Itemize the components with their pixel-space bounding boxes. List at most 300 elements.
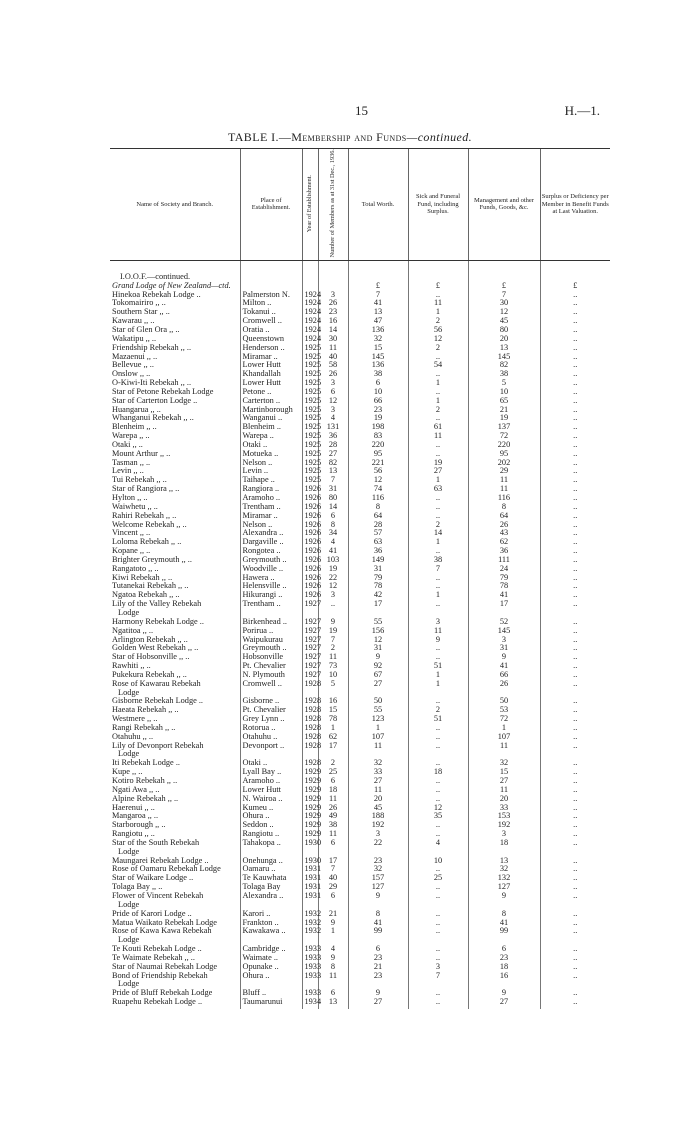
cell-branch-name: Star of Rangiora ,, .. [112,484,180,494]
cell-management-funds: 9 [468,653,540,662]
table-row [110,724,610,733]
cell-members: 26 [318,804,348,813]
cell-place: Blenheim .. [240,423,302,432]
cell-surplus: .. [540,441,610,450]
cell-branch-name: Mount Arthur ,, .. [112,448,171,458]
cell-surplus: .. [540,547,610,556]
cell-year: 1925 [302,423,318,432]
membership-funds-table [110,148,610,1009]
cell-members: 7 [318,476,348,485]
table-row [110,777,610,786]
cell-place: Rotorua .. [240,724,302,733]
cell-sick-fund: .. [408,892,468,901]
section-order: I.O.O.F.—continued. [120,271,191,281]
cell-year: 1925 [302,476,318,485]
cell-place: Carterton .. [240,397,302,406]
cell-sick-fund: 1 [408,379,468,388]
currency-sick: £ [408,282,468,291]
cell-place: Lower Hutt [240,786,302,795]
cell-members: 22 [318,574,348,583]
table-row [110,521,610,530]
cell-branch-name: Waiwhetu ,, .. [112,501,158,511]
cell-place: Opunake .. [240,963,302,972]
cell-surplus: .. [540,299,610,308]
table-label: TABLE I. [227,130,279,144]
cell-surplus: .. [540,326,610,335]
cell-branch-name: Lodge [118,687,140,697]
cell-branch-name: Rangi Rebekah ,, .. [112,722,176,732]
cell-branch-name: Pride of Bluff Rebekah Lodge [112,988,213,998]
col-header-surplus: Surplus or Deficiency per Member in Benefit Funds at Last Valuation. [540,149,610,261]
table-row [110,344,610,353]
cell-total-worth: 36 [348,547,408,556]
cell-management-funds: 41 [468,662,540,671]
col-header-members-text: Number of Members as at 31st Dec., 1936. [328,149,336,258]
cell-place: Petone .. [240,388,302,397]
cell-year: 1929 [302,821,318,830]
cell-branch-name: Vincent ,, .. [112,528,151,538]
cell-management-funds: 23 [468,954,540,963]
cell-sick-fund: .. [408,503,468,512]
cell-place: Oratia .. [240,326,302,335]
cell-year: 1933 [302,972,318,981]
table-row [110,972,610,981]
cell-management-funds: 9 [468,989,540,998]
cell-members: 62 [318,733,348,742]
cell-branch-name: Ruapehu Rebekah Lodge .. [112,997,203,1007]
cell-year: 1927 [302,644,318,653]
cell-branch-name: Lodge [118,846,140,856]
cell-year: 1925 [302,467,318,476]
cell-total-worth: 188 [348,812,408,821]
cell-branch-name: Tolaga Bay ,, .. [112,882,163,892]
cell-branch-name: Rangiotu ,, .. [112,829,155,839]
cell-branch-name: Kawarau ,, .. [112,316,155,326]
cell-surplus: .. [540,724,610,733]
cell-branch-name: Starborough ,, .. [112,820,166,830]
cell-year: 1926 [302,529,318,538]
cell-sick-fund: 3 [408,963,468,972]
cell-branch-name: Brighter Greymouth ,, .. [112,554,192,564]
cell-members: 9 [318,919,348,928]
cell-total-worth: 12 [348,636,408,645]
cell-place: Kumeu .. [240,804,302,813]
cell-place: Trentham .. [240,600,302,609]
cell-surplus: .. [540,600,610,609]
cell-surplus: .. [540,361,610,370]
table-row [110,750,610,759]
cell-year: 1926 [302,521,318,530]
cell-branch-name: Hinekoa Rebekah Lodge .. [112,289,201,299]
cell-total-worth: 10 [348,388,408,397]
cell-members: 11 [318,830,348,839]
cell-members: 8 [318,963,348,972]
cell-members: 13 [318,467,348,476]
cell-place: Trentham .. [240,503,302,512]
cell-sick-fund: .. [408,945,468,954]
cell-management-funds: 30 [468,299,540,308]
cell-branch-name: Lodge [118,607,140,617]
cell-branch-name: Levin ,, .. [112,466,144,476]
cell-year: 1925 [302,450,318,459]
cell-year: 1928 [302,715,318,724]
table-row [110,795,610,804]
cell-total-worth: 31 [348,565,408,574]
cell-total-worth: 83 [348,432,408,441]
cell-surplus: .. [540,865,610,874]
cell-year: 1927 [302,636,318,645]
cell-branch-name: Welcome Rebekah ,, .. [112,519,187,529]
cell-members: 36 [318,432,348,441]
cell-total-worth: 3 [348,830,408,839]
cell-year: 1925 [302,344,318,353]
cell-year: 1925 [302,361,318,370]
cell-place: Otaki .. [240,759,302,768]
table-row [110,600,610,609]
cell-year: 1933 [302,945,318,954]
table-row [110,299,610,308]
header-row [110,149,610,261]
cell-surplus: .. [540,786,610,795]
cell-sick-fund: 1 [408,680,468,689]
cell-sick-fund: .. [408,954,468,963]
cell-branch-name: Star of Hobsonville ,, .. [112,652,190,662]
cell-total-worth: 1 [348,724,408,733]
cell-place: Tokanui .. [240,308,302,317]
cell-surplus: .. [540,697,610,706]
cell-branch-name: Star of Carterton Lodge .. [112,395,198,405]
cell-surplus: .. [540,627,610,636]
cell-management-funds: 12 [468,308,540,317]
cell-members: 78 [318,715,348,724]
cell-members: 12 [318,582,348,591]
cell-year: 1928 [302,706,318,715]
cell-members: 5 [318,680,348,689]
table-row [110,804,610,813]
cell-year: 1926 [302,591,318,600]
empty-cell [318,260,348,281]
cell-year: 1934 [302,998,318,1009]
cell-members: 12 [318,397,348,406]
cell-place: Lower Hutt [240,379,302,388]
cell-sick-fund: 63 [408,485,468,494]
cell-sick-fund: 12 [408,804,468,813]
cell-surplus: .. [540,618,610,627]
cell-year: 1925 [302,406,318,415]
cell-sick-fund: 1 [408,538,468,547]
cell-total-worth: 19 [348,414,408,423]
cell-surplus: .. [540,830,610,839]
cell-branch-name: Ngatitoa ,, .. [112,625,154,635]
cell-total-worth: 149 [348,556,408,565]
cell-management-funds: 27 [468,998,540,1009]
table-row [110,715,610,724]
cell-sick-fund: 2 [408,521,468,530]
cell-place: Waipukurau [240,636,302,645]
cell-members: 6 [318,388,348,397]
cell-surplus: .. [540,459,610,468]
cell-management-funds: 11 [468,476,540,485]
cell-year: 1924 [302,299,318,308]
cell-branch-name: Rose of Oamaru Rebekah Lodge [112,864,221,874]
cell-place: Aramoho .. [240,494,302,503]
cell-total-worth: 45 [348,804,408,813]
cell-year: 1929 [302,777,318,786]
cell-total-worth: 20 [348,795,408,804]
cell-place: Miramar .. [240,512,302,521]
cell-management-funds: 33 [468,804,540,813]
cell-management-funds: 7 [468,291,540,300]
cell-place: Otaki .. [240,441,302,450]
cell-surplus: .. [540,839,610,848]
cell-branch-name: Flower of Vincent Rebekah [112,890,204,900]
cell-year: 1927 [302,653,318,662]
cell-branch-name: Haeata Rebekah ,, .. [112,705,179,715]
cell-sick-fund: 18 [408,768,468,777]
cell-members: 21 [318,910,348,919]
cell-branch-name: Star of Naumai Rebekah Lodge [112,961,218,971]
cell-total-worth: 55 [348,618,408,627]
cell-sick-fund: 27 [408,467,468,476]
cell-management-funds: 18 [468,839,540,848]
cell-branch-name: Mangaroa ,, .. [112,811,159,821]
cell-total-worth: 99 [348,927,408,936]
cell-surplus: .. [540,521,610,530]
cell-management-funds: 66 [468,671,540,680]
cell-place: Taihape .. [240,476,302,485]
cell-surplus: .. [540,998,610,1009]
cell-members: 19 [318,627,348,636]
cell-members: 13 [318,998,348,1009]
cell-sick-fund: .. [408,600,468,609]
cell-branch-name: Maungarei Rebekah Lodge .. [112,855,209,865]
cell-branch-name: Tasman ,, .. [112,457,151,467]
cell-members: 26 [318,299,348,308]
cell-sick-fund: .. [408,644,468,653]
cell-sick-fund: .. [408,370,468,379]
table-row [110,538,610,547]
cell-management-funds: 19 [468,414,540,423]
cell-sick-fund: .. [408,450,468,459]
table-row [110,618,610,627]
cell-year: 1925 [302,370,318,379]
cell-place: Onehunga .. [240,857,302,866]
cell-surplus: .. [540,423,610,432]
cell-year: 1930 [302,857,318,866]
cell-place: Karori .. [240,910,302,919]
col-header-year-text: Year of Establishment. [305,174,313,232]
cell-total-worth: 63 [348,538,408,547]
table-row [110,892,610,901]
cell-branch-name: Matua Waikato Rebekah Lodge [112,917,217,927]
cell-year: 1926 [302,485,318,494]
cell-branch-name: Kotiro Rebekah ,, .. [112,776,178,786]
cell-total-worth: 15 [348,344,408,353]
cell-surplus: .. [540,715,610,724]
cell-year: 1928 [302,680,318,689]
cell-year: 1929 [302,786,318,795]
cell-year: 1928 [302,742,318,751]
cell-management-funds: 32 [468,865,540,874]
cell-place: Woodville .. [240,565,302,574]
cell-members: 1 [318,724,348,733]
currency-surplus: £ [540,282,610,291]
cell-surplus: .. [540,370,610,379]
cell-total-worth: 8 [348,910,408,919]
cell-management-funds: 36 [468,547,540,556]
cell-management-funds: 20 [468,335,540,344]
empty-cell [240,260,302,281]
cell-members: 11 [318,795,348,804]
cell-management-funds: 202 [468,459,540,468]
col-header-name: Name of Society and Branch. [110,149,240,261]
cell-branch-name: Lily of Devonport Rebekah [112,740,204,750]
cell-surplus: .. [540,768,610,777]
cell-management-funds: 27 [468,777,540,786]
cell-members: 3 [318,406,348,415]
cell-members: 131 [318,423,348,432]
cell-management-funds: 50 [468,697,540,706]
cell-total-worth: 136 [348,326,408,335]
cell-surplus: .. [540,777,610,786]
cell-sick-fund: .. [408,989,468,998]
cell-place: Greymouth .. [240,556,302,565]
cell-total-worth: 9 [348,653,408,662]
cell-total-worth: 66 [348,397,408,406]
cell-members: 14 [318,326,348,335]
table-row [110,768,610,777]
cell-members: 26 [318,370,348,379]
cell-branch-name: Onslow ,, .. [112,369,151,379]
cell-sick-fund: .. [408,777,468,786]
table-row [110,706,610,715]
cell-place: Pt. Chevalier [240,662,302,671]
cell-branch-name: Rangatoto ,, .. [112,563,159,573]
cell-branch-name: Bond of Friendship Rebekah [112,970,208,980]
cell-members: 29 [318,883,348,892]
cell-sick-fund: .. [408,388,468,397]
cell-surplus: .. [540,591,610,600]
cell-management-funds: 3 [468,830,540,839]
cell-management-funds: 137 [468,423,540,432]
cell-year: 1925 [302,441,318,450]
cell-members: 6 [318,839,348,848]
cell-place: N. Plymouth [240,671,302,680]
cell-total-worth: 198 [348,423,408,432]
table-row [110,582,610,591]
cell-sick-fund: .. [408,582,468,591]
cell-place: Dargaville .. [240,538,302,547]
cell-sick-fund: .. [408,441,468,450]
cell-total-worth: 67 [348,671,408,680]
cell-total-worth: 64 [348,512,408,521]
cell-surplus: .. [540,485,610,494]
cell-members: 11 [318,972,348,981]
empty-cell [468,260,540,281]
currency-mgmt: £ [468,282,540,291]
cell-total-worth: 221 [348,459,408,468]
cell-management-funds: 107 [468,733,540,742]
cell-place: Palmerston N. [240,291,302,300]
cell-branch-name: Ngatoa Rebekah ,, .. [112,590,180,600]
cell-year: 1931 [302,865,318,874]
cell-members: 14 [318,503,348,512]
cell-management-funds: 116 [468,494,540,503]
cell-branch-name: Star of Glen Ora ,, .. [112,324,180,334]
table-row [110,742,610,751]
cell-management-funds: 13 [468,344,540,353]
cell-members: 38 [318,821,348,830]
cell-branch-name: Golden West Rebekah ,, .. [112,643,199,653]
cell-place: Khandallah [240,370,302,379]
cell-surplus: .. [540,574,610,583]
cell-year: 1928 [302,697,318,706]
cell-total-worth: 55 [348,706,408,715]
cell-surplus: .. [540,919,610,928]
cell-branch-name: Ngati Awa ,, .. [112,784,160,794]
cell-year: 1927 [302,618,318,627]
cell-branch-name: Kiwi Rebekah ,, .. [112,572,173,582]
cell-place: Nelson .. [240,521,302,530]
cell-sick-fund: 14 [408,529,468,538]
cell-surplus: .. [540,406,610,415]
cell-total-worth: 11 [348,786,408,795]
cell-management-funds: 65 [468,397,540,406]
table-row [110,503,610,512]
table-row [110,441,610,450]
cell-total-worth: 12 [348,476,408,485]
cell-management-funds: 43 [468,529,540,538]
table-row [110,998,610,1009]
table-row [110,317,610,326]
cell-sick-fund: 9 [408,636,468,645]
cell-sick-fund: .. [408,512,468,521]
cell-members: 40 [318,874,348,883]
table-row [110,927,610,936]
cell-total-worth: 32 [348,865,408,874]
cell-members: 41 [318,547,348,556]
cell-management-funds: 41 [468,591,540,600]
cell-management-funds: 24 [468,565,540,574]
cell-sick-fund: .. [408,998,468,1009]
cell-management-funds: 9 [468,892,540,901]
cell-branch-name: Friendship Rebekah ,, .. [112,342,192,352]
cell-year: 1929 [302,830,318,839]
cell-surplus: .. [540,892,610,901]
table-title-main: —Membership and Funds [278,130,407,144]
cell-members: 73 [318,662,348,671]
cell-management-funds: 6 [468,945,540,954]
empty-cell [540,260,610,281]
cell-surplus: .. [540,291,610,300]
cell-sick-fund: .. [408,653,468,662]
cell-surplus: .. [540,512,610,521]
cell-sick-fund: 2 [408,706,468,715]
cell-sick-fund: 4 [408,839,468,848]
cell-total-worth: 41 [348,299,408,308]
cell-sick-fund: .. [408,795,468,804]
cell-sick-fund: .. [408,291,468,300]
cell-branch-name: O-Kiwi-Iti Rebekah ,, .. [112,378,192,388]
page-number: 15 [355,103,368,118]
cell-management-funds: 78 [468,582,540,591]
cell-place: Alexandra .. [240,892,302,901]
cell-surplus: .. [540,556,610,565]
cell-management-funds: 53 [468,706,540,715]
cell-place: Hikurangi .. [240,591,302,600]
cell-surplus: .. [540,733,610,742]
table-row [110,432,610,441]
